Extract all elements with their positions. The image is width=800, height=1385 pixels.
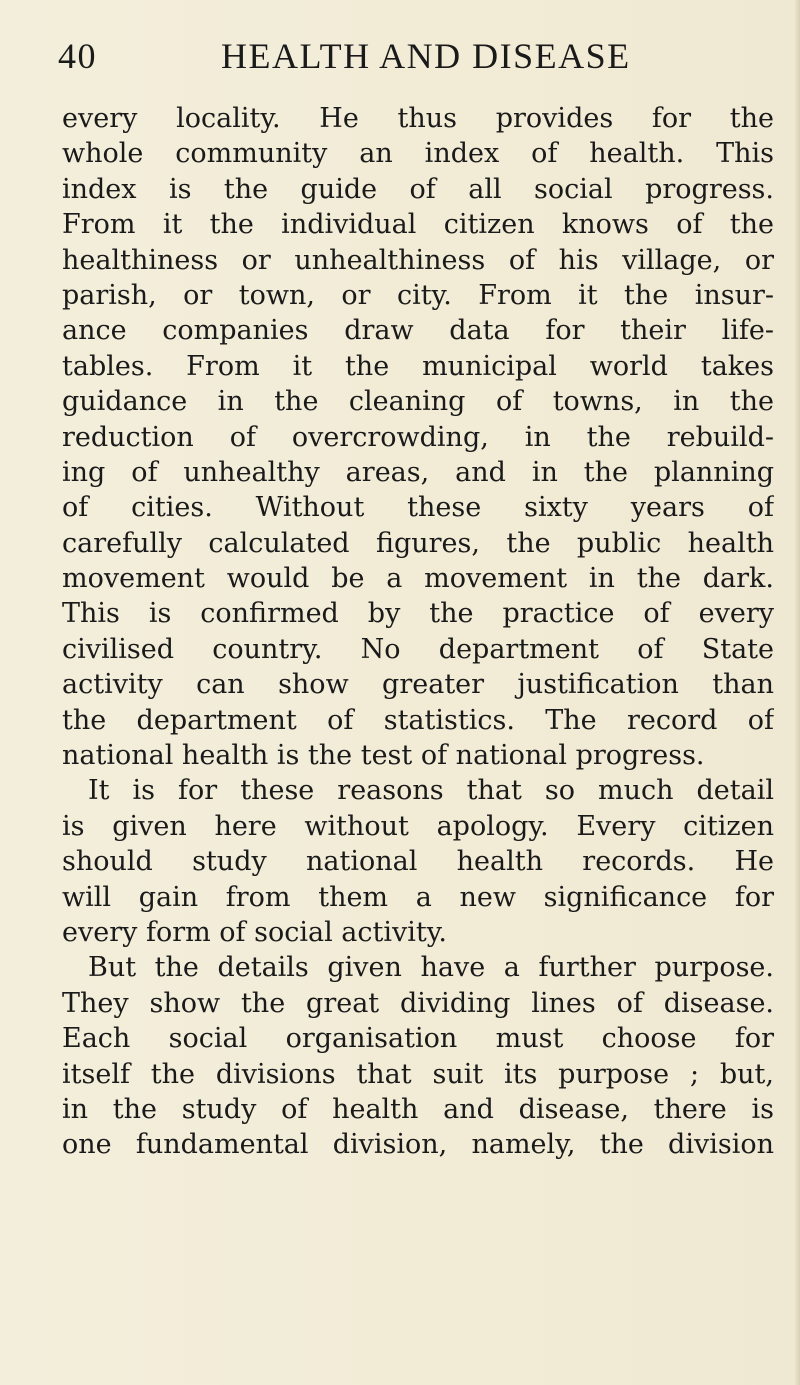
- body-text: [62, 101, 774, 1163]
- text-line: This is confirmed by the practice of every: [62, 598, 774, 630]
- paragraph-start-line: But the details given have a further purpose.: [88, 952, 774, 984]
- text-line: is given here without apology. Every citizen: [62, 810, 774, 842]
- text-line: healthiness or unhealthiness of his village, or: [62, 244, 774, 276]
- text-line: Each social organisation must choose for: [62, 1023, 774, 1055]
- text-line: reduction of overcrowding, in the rebuild-: [62, 421, 774, 453]
- text-line: every locality. He thus provides for the: [62, 103, 774, 134]
- text-line: ance companies draw data for their life-: [62, 315, 774, 347]
- text-line: itself the divisions that suit its purpose ; but,: [62, 1058, 774, 1090]
- text-line: activity can show greater justification than: [62, 669, 774, 701]
- text-line: civilised country. No department of State: [62, 633, 774, 665]
- text-line: guidance in the cleaning of towns, in the: [62, 386, 774, 418]
- page-header: [58, 32, 748, 80]
- text-line: of cities. Without these sixty years of: [62, 492, 774, 524]
- text-line: ing of unhealthy areas, and in the planning: [62, 456, 774, 488]
- paragraph-start-line: It is for these reasons that so much detail: [88, 775, 774, 807]
- page-edge-shadow: [794, 0, 800, 1385]
- page-number: 40: [58, 36, 97, 76]
- text-line: will gain from them a new significance for: [62, 881, 774, 913]
- text-line: national health is the test of national progress.: [62, 740, 705, 772]
- text-line: movement would be a movement in the dark.: [62, 563, 774, 595]
- text-line: They show the great dividing lines of disease.: [62, 987, 774, 1019]
- text-line: From it the individual citizen knows of the: [62, 209, 774, 241]
- text-line: should study national health records. He: [62, 846, 774, 878]
- text-line: whole community an index of health. This: [62, 138, 774, 170]
- text-line: one fundamental division, namely, the division: [62, 1129, 774, 1161]
- text-line: index is the guide of all social progress.: [62, 173, 774, 205]
- text-line: parish, or town, or city. From it the insur-: [62, 279, 774, 311]
- running-head: HEALTH AND DISEASE: [221, 36, 631, 76]
- text-line: carefully calculated figures, the public health: [62, 527, 774, 559]
- text-line: in the study of health and disease, there is: [62, 1093, 774, 1125]
- text-line: tables. From it the municipal world takes: [62, 350, 774, 382]
- text-line: the department of statistics. The record of: [62, 704, 774, 736]
- text-line: every form of social activity.: [62, 916, 448, 948]
